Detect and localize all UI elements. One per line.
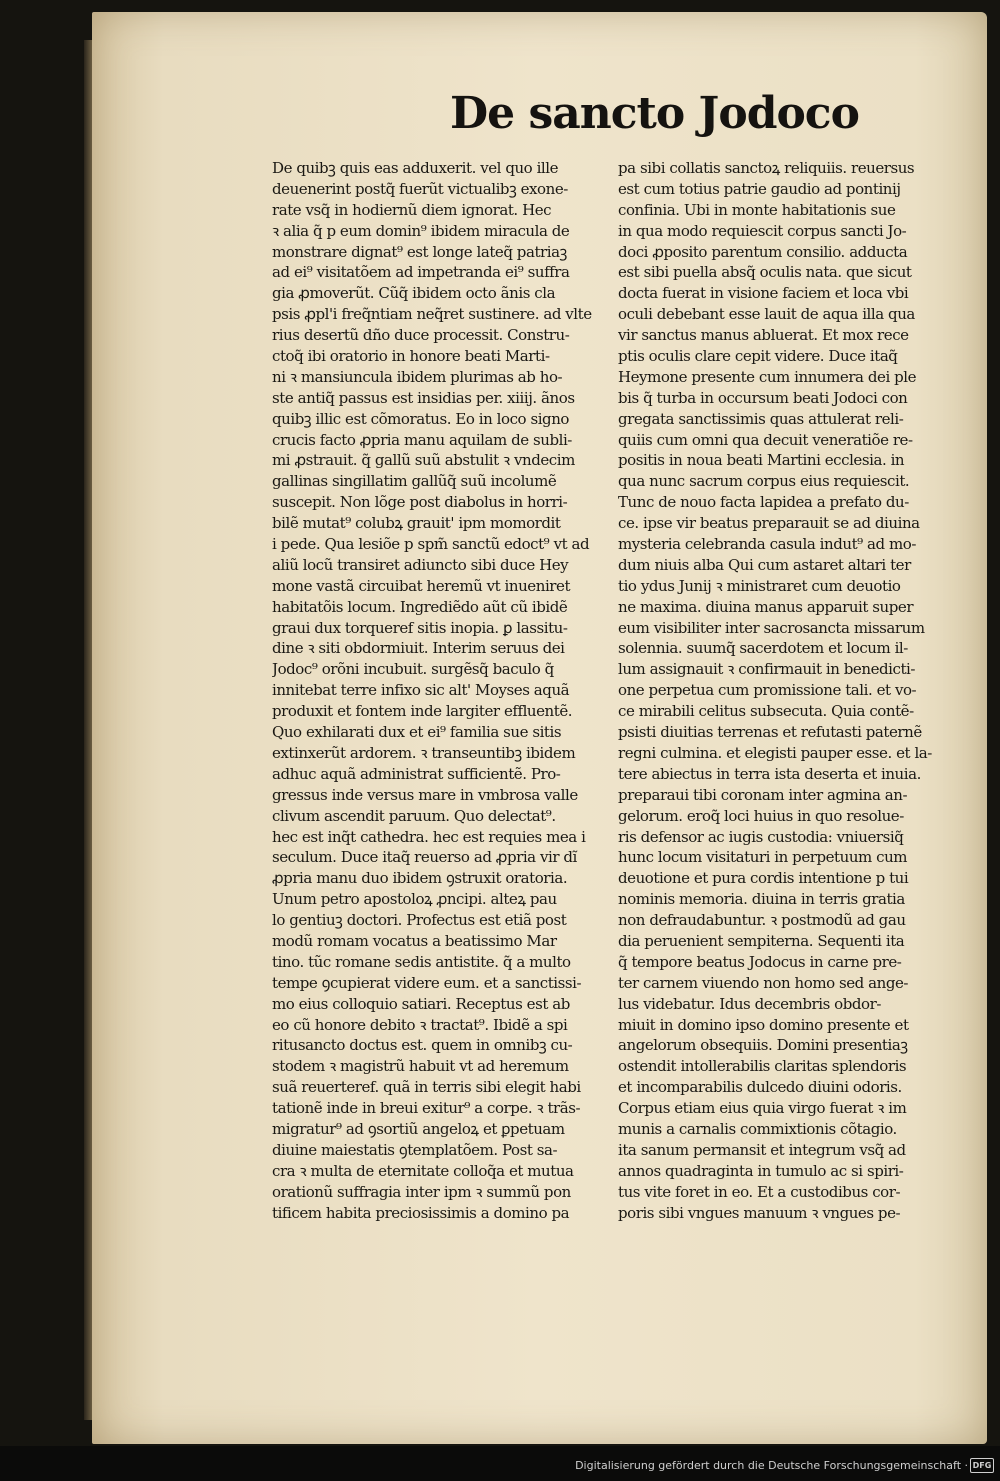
text-line: Unum petro apostoloꝝ ꝓncipi. alteꝝ pau — [272, 890, 557, 909]
text-line: dum niuis alba Qui cum astaret altari ter — [618, 555, 911, 574]
text-line: vir sanctus manus abluerat. Et mox rece — [618, 326, 909, 345]
text-line: eum visibiliter inter sacrosancta missarum — [618, 618, 925, 637]
text-line: lus videbatur. Idus decembris obdor- — [618, 994, 881, 1013]
text-column-right — [618, 158, 964, 1223]
text-line: munis a carnalis commixtionis cõtagio. — [618, 1119, 897, 1138]
text-line: produxit et fontem inde largiter effluentẽ. — [272, 702, 573, 721]
text-line: nominis memoria. diuina in terris gratia — [618, 890, 905, 909]
text-line: suã reuerteref. quã in terris sibi elegit habi — [272, 1078, 581, 1097]
text-line: pa sibi collatis sanctoꝝ reliquiis. reuersus — [618, 159, 915, 177]
text-line: solennia. suumq̃ sacerdotem et locum il- — [618, 639, 908, 658]
text-line: mysteria celebranda casula indut⁹ ad mo- — [618, 535, 916, 554]
text-line: ter carnem viuendo non homo sed ange- — [618, 973, 909, 992]
text-line: psis ꝓpl'i freq̃ntiam neq̃ret sustinere. ad vlte — [272, 305, 592, 324]
text-line: dine ꝛ siti obdormiuit. Interim seruus dei — [272, 639, 565, 658]
text-line: tificem habita preciosissimis a domino pa — [272, 1203, 570, 1222]
text-line: lum assignauit ꝛ confirmauit in benedicti- — [618, 660, 915, 679]
text-line: eo cũ honore debito ꝛ tractat⁹. Ibidẽ a spi — [272, 1015, 568, 1034]
text-line: cra ꝛ multa de eternitate colloq̃a et mutua — [272, 1161, 574, 1180]
text-line: bilẽ mutat⁹ colubꝝ grauit' ipm momordit — [272, 514, 561, 533]
text-line: ne maxima. diuina manus apparuit super — [618, 597, 914, 616]
text-line: deuotione et pura cordis intentione p tui — [618, 869, 909, 888]
text-line: mo eius colloquio satiari. Receptus est ab — [272, 994, 570, 1013]
text-line: suscepit. Non lõge post diabolus in horri- — [272, 493, 568, 512]
text-line: ni ꝛ mansiuncula ibidem plurimas ab ho- — [272, 367, 563, 386]
text-line: clivum ascendit paruum. Quo delectat⁹. — [272, 806, 556, 825]
text-line: angelorum obsequiis. Domini presentiaꝫ — [618, 1036, 908, 1055]
text-line: docta fuerat in visione faciem et loca vbi — [618, 284, 909, 303]
text-line: crucis facto ꝓpria manu aquilam de subli- — [272, 430, 572, 449]
text-line: confinia. Ubi in monte habitationis sue — [618, 200, 896, 219]
text-line: innitebat terre infixo sic alt' Moyses aquã — [272, 681, 570, 700]
text-line: ad ei⁹ visitatõem ad impetranda ei⁹ suffra — [272, 263, 570, 282]
text-line: oculi debebant esse lauit de aqua illa qua — [618, 305, 915, 324]
text-line: quibꝫ illic est cõmoratus. Eo in loco signo — [272, 409, 569, 428]
text-line: non defraudabuntur. ꝛ postmodũ ad gau — [618, 911, 906, 930]
text-line: deuenerint postq̃ fuerũt victualibꝫ exone- — [272, 179, 568, 198]
text-line: De quibꝫ quis eas adduxerit. vel quo ille — [272, 159, 559, 177]
text-line: ptis oculis clare cepit videre. Duce itaq̃ — [618, 347, 898, 366]
text-line: et incomparabilis dulcedo diuini odoris. — [618, 1078, 902, 1097]
text-line: orationũ suffragia inter ipm ꝛ summũ pon — [272, 1182, 571, 1201]
text-line: ce mirabili celitus subsecuta. Quia contẽ- — [618, 702, 914, 721]
text-line: Jodoc⁹ orõni incubuit. surgẽsq̃ baculo q̃ — [272, 660, 554, 679]
text-line: one perpetua cum promissione tali. et vo- — [618, 681, 917, 700]
text-line: gia ꝓmoverũt. Cũq̃ ibidem octo ãnis cla — [272, 284, 556, 303]
text-line: ce. ipse vir beatus preparauit se ad diuina — [618, 514, 920, 533]
text-line: poris sibi vngues manuum ꝛ vngues pe- — [618, 1203, 901, 1222]
text-line: gallinas singillatim gallũq̃ suũ incolumẽ — [272, 472, 557, 491]
text-line: ostendit intollerabilis claritas splendoris — [618, 1057, 907, 1076]
text-line: ita sanum permansit et integrum vsq̃ ad — [618, 1140, 906, 1159]
text-line: aliũ locũ transiret adiuncto sibi duce Hey — [272, 555, 569, 574]
text-line: gressus inde versus mare in vmbrosa valle — [272, 785, 578, 804]
text-line: annos quadraginta in tumulo ac si spiri- — [618, 1161, 904, 1180]
text-line: ste antiq̃ passus est insidias per. xiiij. ãnos — [272, 388, 575, 407]
text-line: ctoq̃ ibi oratorio in honore beati Marti- — [272, 347, 550, 366]
text-line: ritusancto doctus est. quem in omnibꝫ cu- — [272, 1036, 573, 1055]
text-line: mi ꝓstrauit. q̃ gallũ suũ abstulit ꝛ vndecim — [272, 451, 575, 470]
text-line: hec est inq̃t cathedra. hec est requies mea i — [272, 827, 586, 846]
text-line: Tunc de nouo facta lapidea a prefato du- — [618, 493, 909, 512]
text-line: seculum. Duce itaq̃ reuerso ad ꝓpria vir dĩ — [272, 848, 577, 867]
text-line: q̃ tempore beatus Jodocus in carne pre- — [618, 952, 902, 971]
digitization-credit: Digitalisierung gefördert durch die Deutsche Forschungsgemeinschaft · — [575, 1459, 968, 1472]
text-line: qua nunc sacrum corpus eius requiescit. — [618, 472, 910, 491]
text-line: extinxerũt ardorem. ꝛ transeuntibꝫ ibidem — [272, 743, 576, 762]
text-line: modũ romam vocatus a beatissimo Mar — [272, 931, 557, 950]
text-line: ꝓpria manu duo ibidem ꝯstruxit oratoria. — [272, 869, 568, 888]
text-line: gelorum. eroq̃ loci huius in quo resolue- — [618, 806, 904, 825]
text-line: gregata sanctissimis quas attulerat reli- — [618, 409, 904, 428]
text-line: graui dux torqueref sitis inopia. ꝑ lassitu- — [272, 618, 568, 637]
text-line: rius desertũ dño duce processit. Constru- — [272, 326, 570, 345]
text-line: Heymone presente cum innumera dei ple — [618, 367, 917, 386]
text-line: psisti diuitias terrenas et refutasti paternẽ — [618, 723, 922, 742]
text-line: positis in noua beati Martini ecclesia. in — [618, 451, 905, 470]
text-line: quiis cum omni qua decuit veneratiõe re- — [618, 430, 913, 449]
text-line: regni culmina. et elegisti pauper esse. et la- — [618, 743, 932, 762]
text-line: stodem ꝛ magistrũ habuit vt ad heremum — [272, 1057, 569, 1076]
text-line: hunc locum visitaturi in perpetuum cum — [618, 848, 908, 867]
text-line: miuit in domino ipso domino presente et — [618, 1015, 909, 1034]
text-line: ris defensor ac iugis custodia: vniuersiq̃ — [618, 827, 904, 846]
text-line: monstrare dignat⁹ est longe lateq̃ patriaꝫ — [272, 242, 567, 261]
text-line: bis q̃ turba in occursum beati Jodoci con — [618, 388, 908, 407]
text-line: tino. tũc romane sedis antistite. q̃ a multo — [272, 952, 571, 971]
text-line: est sibi puella absq̃ oculis nata. que sicut — [618, 263, 912, 282]
text-line: doci ꝓposito parentum consilio. adducta — [618, 242, 908, 261]
text-line: rate vsq̃ in hodiernũ diem ignorat. Hec — [272, 200, 552, 219]
text-line: tempe ꝯcupierat videre eum. et a sanctissi- — [272, 973, 582, 992]
text-line: tus vite foret in eo. Et a custodibus cor- — [618, 1182, 901, 1201]
text-line: i pede. Qua lesiõe p spm̃ sanctũ edoct⁹ vt ad — [272, 535, 590, 554]
text-line: in qua modo requiescit corpus sancti Jo- — [618, 221, 907, 240]
dfg-logo: DFG — [970, 1458, 994, 1473]
text-column-left — [272, 158, 612, 1223]
text-line: lo gentiuꝫ doctori. Profectus est etiã post — [272, 911, 567, 930]
text-line: Corpus etiam eius quia virgo fuerat ꝛ im — [618, 1099, 907, 1118]
text-line: dia peruenient sempiterna. Sequenti ita — [618, 931, 905, 950]
running-head: De sancto Jodoco — [450, 88, 859, 139]
text-line: migratur⁹ ad ꝯsortiũ angeloꝝ et ꝑpetuam — [272, 1119, 565, 1138]
text-line: tationẽ inde in breui exitur⁹ a corpe. ꝛ trãs- — [272, 1099, 581, 1118]
text-line: habitatõis locum. Ingrediẽdo aũt cũ ibidẽ — [272, 597, 568, 616]
text-line: tio ydus Junij ꝛ ministraret cum deuotio — [618, 576, 901, 595]
text-line: ꝛ alia q̃ p eum domin⁹ ibidem miracula de — [272, 221, 570, 240]
text-line: mone vastã circuibat heremũ vt inueniret — [272, 576, 571, 595]
text-line: preparaui tibi coronam inter agmina an- — [618, 785, 908, 804]
text-line: tere abiectus in terra ista deserta et inuia. — [618, 764, 921, 783]
text-line: Quo exhilarati dux et ei⁹ familia sue sitis — [272, 723, 562, 742]
text-line: diuine maiestatis ꝯtemplatõem. Post sa- — [272, 1140, 558, 1159]
text-line: est cum totius patrie gaudio ad pontinij — [618, 179, 901, 198]
text-line: adhuc aquã administrat sufficientẽ. Pro- — [272, 764, 561, 783]
